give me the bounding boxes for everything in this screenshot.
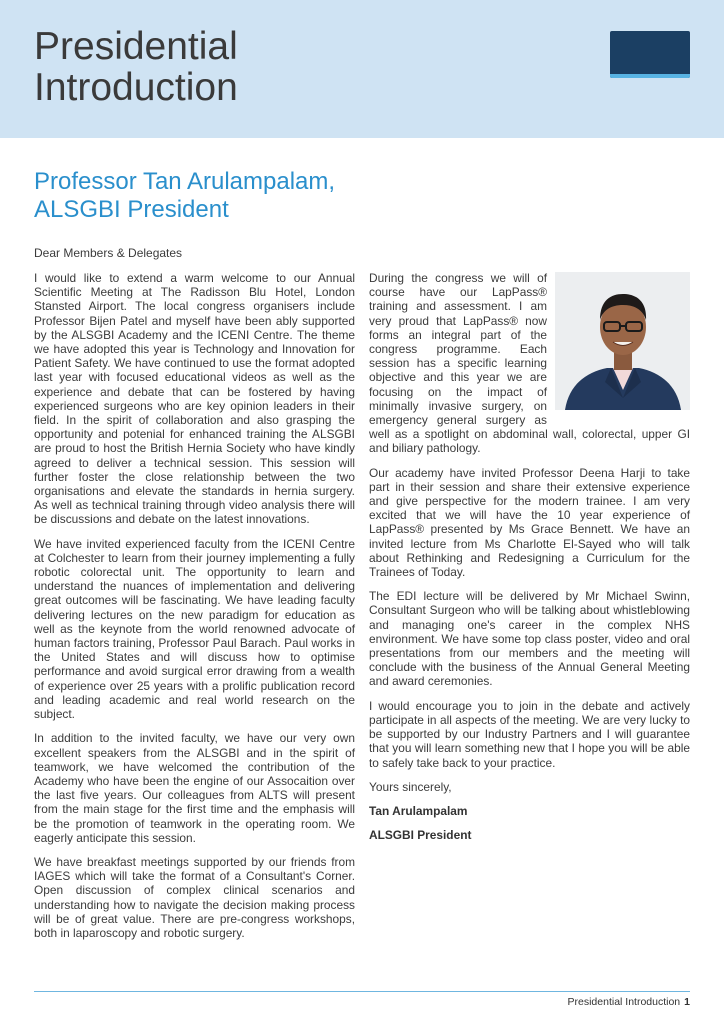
signature-name: Tan Arulampalam — [369, 803, 468, 818]
right-column — [369, 271, 690, 852]
paragraph: I would encourage you to join in the debate and actively participate in all aspects of the meeting. We are very lucky to be supported by our Industry Partners and I will guarantee that you will learn something new that I hope you will be able to safely take back to your practice. — [369, 698, 690, 770]
paragraph: We have invited experienced faculty from the ICENI Centre at Colchester to learn from their journey implementing a fully robotic colorectal unit. The opportunity to learn and understand the nuances of implementation and delivering great outcomes will be fascinating. We have leading faculty delivering lectures on the new paradigm for education as well as the keynote from the world renowned advocate of human factors training, Professor Paul Barach. Paul works in the United States and will discuss how to optimise performance and avoid surgical error drawing from a wealth of experience over 25 years with a prolific publication record and leading academic and real world research on the subject. — [34, 536, 355, 722]
salutation: Dear Members & Delegates — [34, 246, 183, 260]
left-column — [34, 271, 355, 950]
paragraph: We have breakfast meetings supported by our friends from IAGES which will take the format of a Consultant's Corner. Open discussion of complex clinical scenarios and understanding how to navigate the decision making process will be of great value. There are pre-congress workshops, both in laparoscopy and robotic surgery. — [34, 854, 355, 940]
signature-role: ALSGBI President — [369, 828, 472, 843]
paragraph: The EDI lecture will be delivered by Mr Michael Swinn, Consultant Surgeon who will be talking about whistleblowing and managing one's career in the complex NHS environment. We have some top class poster, video and oral presentations from our members and the meeting will conclude with the business of the Annual General Meeting and award ceremonies. — [369, 589, 690, 689]
page-footer — [568, 996, 691, 1009]
page-number: 1 — [684, 996, 690, 1008]
paragraph: I would like to extend a warm welcome to our Annual Scientific Meeting at The Radisson Blu Hotel, London Stansted Airport. The local congress organisers include Professor Bijen Patel and myself have been ably supported by the ALSGBI Academy and the ICENI Centre. The theme we have adopted this year is Technology and Innovation for Patient Safety. We have continued to use the format adopted last year with focused educational videos as well as the experience and debate that can be fostered by having experienced surgeons who are key opinion leaders in their field. In the spirit of collaboration and also grasping the opportunity and potenial for enhanced training the ALSGBI are proud to host the British Hernia Society who have kindly agreed to deliver a technical session. This session will further foster the close relationship between the two organisations and elevate the standards in hernia surgery. As well as technical training through video analysis there will be discussions and debate on the latest innovations. — [34, 271, 355, 527]
page-title: Presidential Introduction — [34, 25, 238, 109]
paragraph: Our academy have invited Professor Deena Harji to take part in their session and share their extensive experience and give perspective for the modern trainee. I am very excited that we will have the 10 year experience of LapPass® presented by Ms Grace Bennett. We have an invited lecture from Ms Charlotte El-Sayed who will talk about Rethinking and Redesigning a Curriculum for the Trainees of Today. — [369, 465, 690, 580]
closing-line: Yours sincerely, — [369, 779, 452, 794]
footer-label: Presidential Introduction — [567, 996, 681, 1008]
footer-divider — [34, 991, 690, 992]
article-subtitle: Professor Tan Arulampalam, ALSGBI President — [34, 168, 336, 223]
president-portrait-photo — [555, 272, 690, 410]
portrait-image — [555, 272, 690, 410]
page-header — [0, 0, 724, 138]
paragraph: In addition to the invited faculty, we have our very own excellent speakers from the ALSGBI and in the spirit of teamwork, we have welcomed the contribution of the Academy who have been the engine of our Assocaition over the last five years. Our colleagues from ALTS will present from the main stage for the first time and the emphasis will be the promotion of teamwork in the operating room. We eagerly anticipate this session. — [34, 731, 355, 845]
paragraph: During the congress we will of course have our LapPass® training and assessment. I am very proud that LapPass® now forms an integral part of the congress programme. Each session has a specific learning objective and this year we are focusing on the impact of minimally invasive surgery, on emergency general surgery as well as a spotlight on abdominal wall, colorectal, upper GI and biliary pathology. — [369, 271, 690, 456]
logo-accent-bar — [610, 74, 690, 78]
alsgbi-logo — [610, 31, 690, 78]
